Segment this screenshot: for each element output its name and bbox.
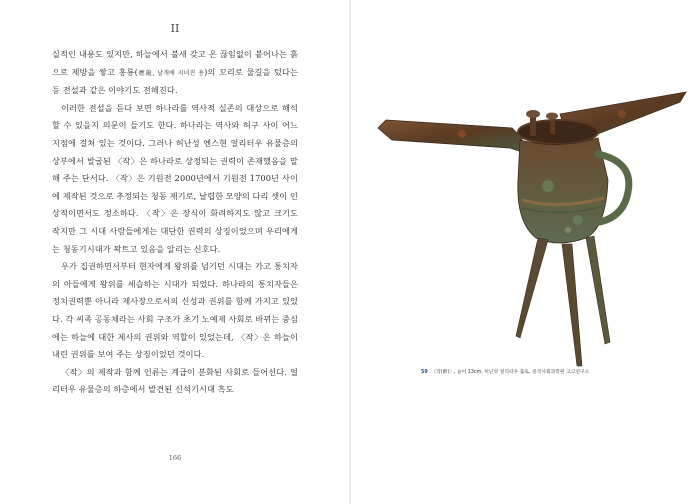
vessel-leg-right	[586, 236, 610, 344]
vessel-post-left-cap	[526, 110, 540, 118]
vessel-leg-left	[516, 238, 548, 338]
figure-caption-text: 〈작(爵)〉, 높이 13cm, 허난성 얼리터우 출토, 중국사회과학원 고고연구소	[431, 370, 590, 375]
body-text	[52, 46, 298, 399]
paragraph-2: 이러한 전설을 듣다 보면 하나라를 역사적 실존의 대상으로 해석할 수 있을지 의문이 들기도 한다. 하나라는 역사와 허구 사이 어느 지점에 걸쳐 있는 것이다. 그러나 허난성 옌스현 얼리터우 유물층의 상부에서 발굴된 〈작〉은 하나라로 상정되는 권력이 존재했음을 말해 주는 단서다. 〈작〉은 기원전 2000년에서 기원전 1700년 사이에 제작된 것으로 추정되는 청동 제기로, 날렵한 모양의 다리 셋이 인상적이면서도 정소하다. 〈작〉은 장식이 화려하지도 않고 크기도 작지만 그 시대 사람들에게는 대단한 권력의 상징이었으며 우리에게는 청동기시대가 꽉트고 있음을 알리는 신호다.	[52, 102, 298, 254]
paragraph-1	[52, 46, 298, 100]
paragraph-3: 우가 집권하면서부터 현자에게 왕위를 넘기던 시대는 가고 통치자의 아들에게 왕위를 세습하는 시대가 되었다. 하나라의 통치자들은 정치권력뿐 아니라 제사장으로서의 신성과 권위를 함께 가지고 있었다. 각 씨족 공동체라는 사회 구조가 초기 노예제 사회로 바뀌는 중심에는 하늘에 대한 제사의 권위와 역할이 있었는데, 〈작〉은 하늘이 내린 권위를 보여 주는 상징이었던 것이다.	[52, 261, 298, 360]
page-number: 166	[168, 454, 182, 462]
vessel-leg-center	[562, 244, 582, 366]
page-gutter	[349, 0, 351, 504]
paragraph-1-text-b: )의 꼬리로 물길을 텄다는 등 전설과 같은 이야기도 전해진다.	[52, 66, 298, 96]
vessel-post-right-cap	[546, 113, 558, 120]
bronze-jue-vessel-image	[372, 88, 690, 368]
paragraph-1-inline-note: 應龍, 날개에 지녀진 용	[137, 69, 205, 77]
vessel-body	[518, 138, 608, 243]
chapter-mark: II	[170, 22, 180, 35]
paragraph-1-text-a: 실적인 내용도 있지만, 하늘에서 불새 갖고 온 끊임없이 붙어나는 흙으로 제방을 쌓고 홍룡(	[52, 49, 298, 77]
vessel-spout	[378, 120, 522, 152]
paragraph-4: 〈작〉의 제작과 함께 인류는 계급이 분화된 사회로 들어선다. 얼리터우 유물층의 하층에서 발견된 신석기시대 흑도	[52, 366, 298, 395]
figure-number: 59	[421, 370, 428, 375]
figure-caption	[421, 368, 621, 375]
